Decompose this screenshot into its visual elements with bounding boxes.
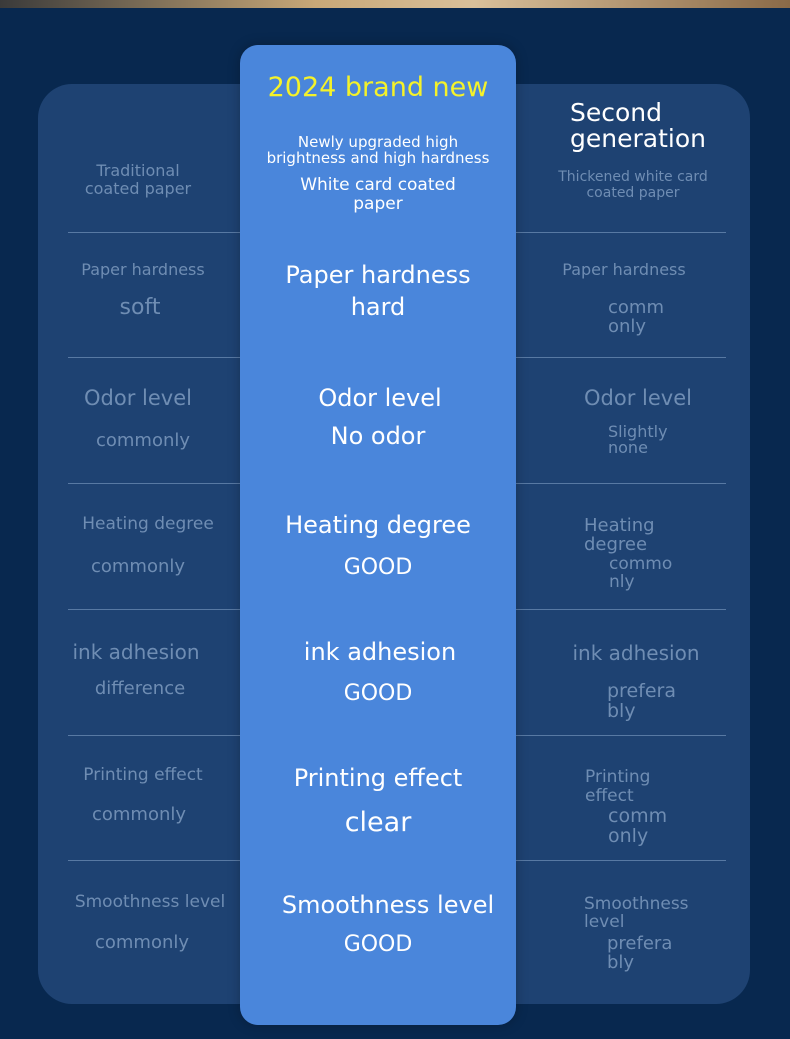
- left-header-label: Traditional coated paper: [84, 161, 192, 198]
- left-row-value-odor-level: commonly: [95, 430, 191, 451]
- center-row-value-odor-level: No odor: [330, 422, 426, 450]
- right-row-value-ink-adhesion: prefera bly: [607, 680, 676, 722]
- left-row-label-ink-adhesion: ink adhesion: [72, 640, 200, 664]
- left-row-label-paper-hardness: Paper hardness: [81, 260, 205, 279]
- right-row-label-ink-adhesion: ink adhesion: [572, 641, 700, 665]
- left-row-value-paper-hardness: soft: [119, 295, 161, 320]
- center-row-label-smoothness-level: Smoothness level: [281, 891, 495, 919]
- right-row-value-paper-hardness: comm only: [608, 297, 664, 337]
- center-header-subtitle: Newly upgraded high brightness and high hardness: [266, 133, 490, 167]
- left-row-value-smoothness-level: commonly: [94, 932, 190, 953]
- left-row-label-odor-level: Odor level: [84, 386, 192, 410]
- right-row-value-heating-degree: commo nly: [609, 554, 673, 592]
- right-row-label-heating-degree: Heating degree: [584, 515, 655, 555]
- center-row-value-smoothness-level: GOOD: [343, 932, 413, 957]
- left-row-label-smoothness-level: Smoothness level: [74, 892, 226, 912]
- right-row-label-smoothness-level: Smoothness level: [584, 894, 689, 932]
- center-row-label-paper-hardness: Paper hardness: [285, 261, 471, 289]
- center-row-label-odor-level: Odor level: [318, 384, 442, 412]
- left-row-label-heating-degree: Heating degree: [82, 514, 214, 534]
- left-row-value-printing-effect: commonly: [91, 804, 187, 825]
- right-row-label-paper-hardness: Paper hardness: [562, 260, 686, 279]
- right-row-value-odor-level: Slightly none: [608, 422, 668, 457]
- center-header-product: White card coated paper: [300, 175, 456, 214]
- center-row-label-heating-degree: Heating degree: [285, 511, 471, 539]
- left-row-label-printing-effect: Printing effect: [83, 765, 203, 785]
- center-row-label-ink-adhesion: ink adhesion: [303, 638, 457, 666]
- center-row-value-printing-effect: clear: [344, 807, 412, 838]
- right-row-value-printing-effect: comm only: [608, 805, 668, 847]
- left-row-value-ink-adhesion: difference: [94, 678, 186, 699]
- center-row-value-ink-adhesion: GOOD: [343, 681, 413, 706]
- right-row-label-printing-effect: Printing effect: [585, 767, 651, 806]
- right-row-value-smoothness-level: prefera bly: [607, 933, 673, 973]
- right-row-label-odor-level: Odor level: [584, 386, 692, 410]
- top-gold-bar: [0, 0, 790, 8]
- left-row-value-heating-degree: commonly: [90, 556, 186, 577]
- right-header-title: Second generation: [570, 98, 706, 153]
- center-header-title: 2024 brand new: [267, 72, 489, 103]
- center-row-label-printing-effect: Printing effect: [293, 764, 463, 792]
- center-row-value-paper-hardness: hard: [350, 293, 406, 321]
- right-header-subtitle: Thickened white card coated paper: [558, 169, 708, 201]
- center-row-value-heating-degree: GOOD: [343, 555, 413, 580]
